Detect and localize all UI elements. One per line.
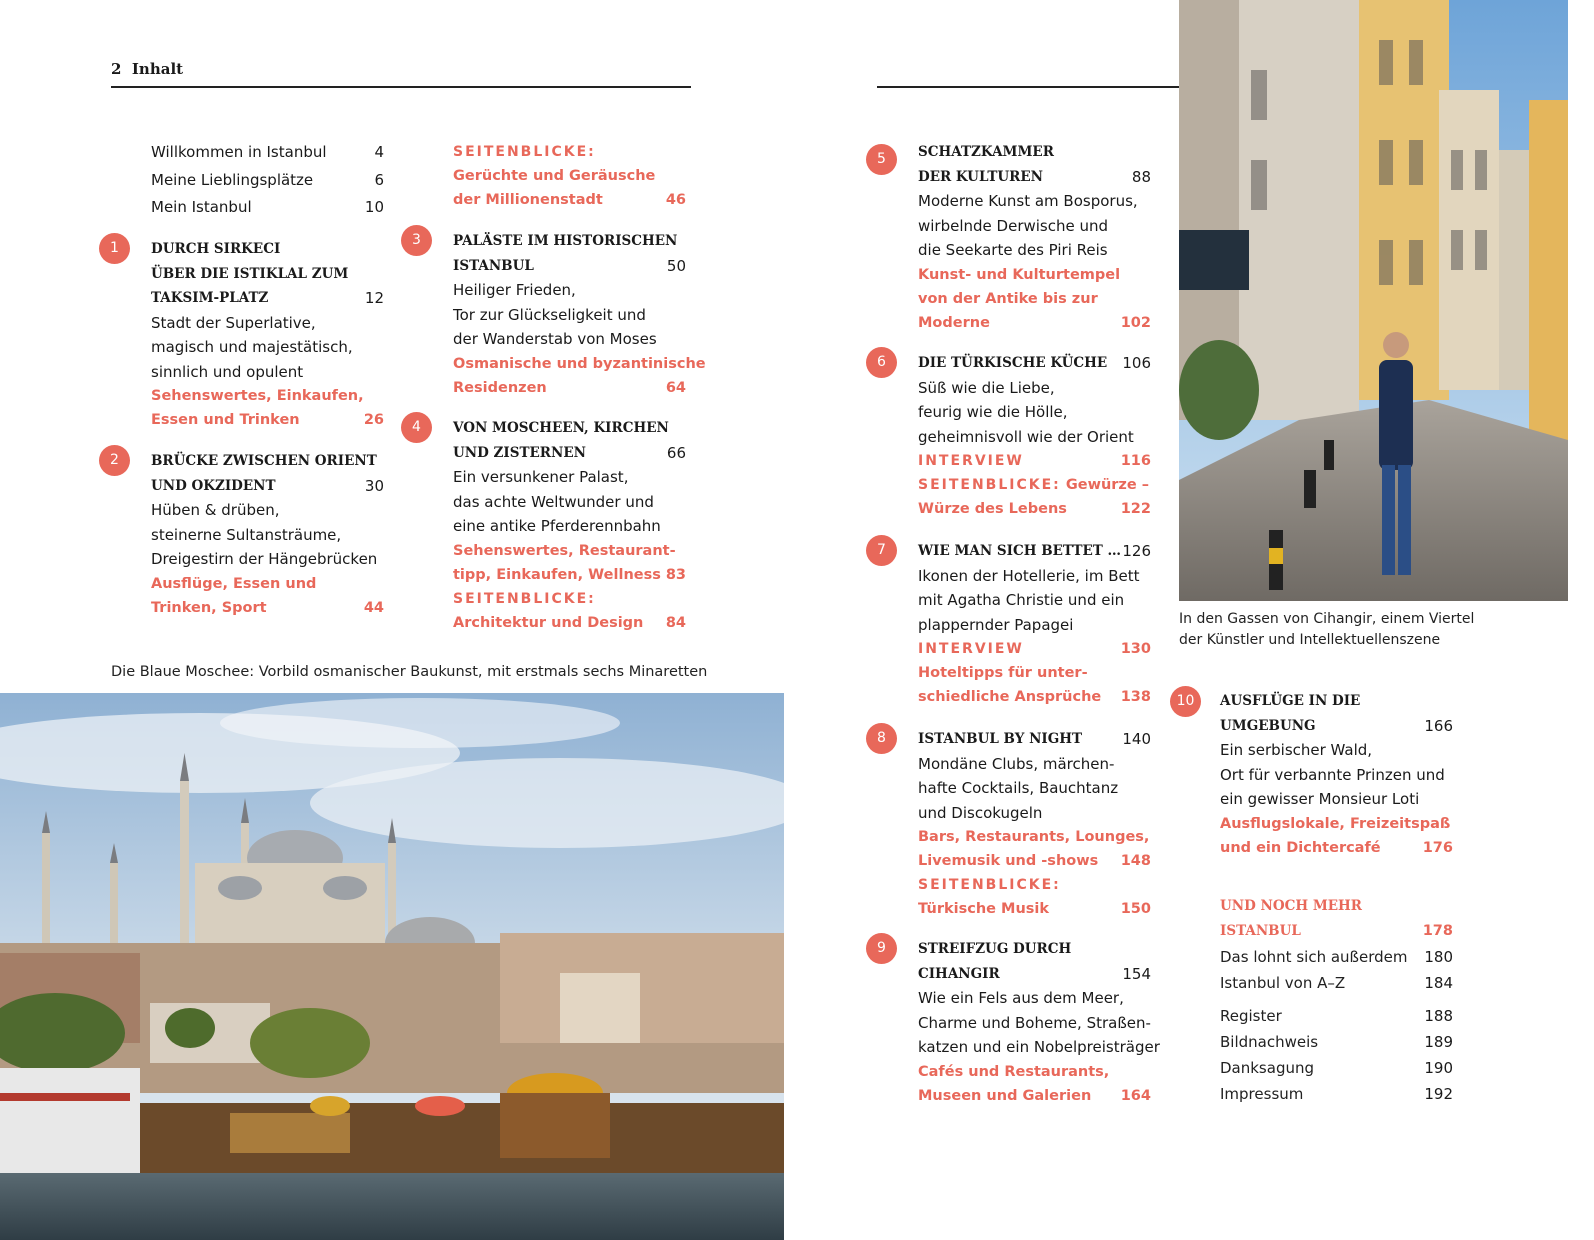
toc-entry[interactable]: Register 188 — [1220, 1007, 1453, 1025]
chapter-badge: 9 — [866, 933, 897, 964]
chapter-badge: 2 — [99, 445, 130, 476]
chapter-badge: 3 — [401, 225, 432, 256]
intro-list — [151, 140, 384, 223]
toc-chapter-7[interactable]: WIE MAN SICH BETTET … 126 Ikonen der Hotellerie, im Bett mit Agatha Christie und ein plappernder Papagei INTERVIEW 130 Hoteltipps für unter- schiedliche Ansprüche 138 — [918, 542, 1151, 705]
toc-entry[interactable]: Impressum 192 — [1220, 1085, 1453, 1103]
header-title: Inhalt — [131, 60, 184, 78]
chapter-badge: 4 — [401, 412, 432, 443]
appendix-list — [1220, 944, 1453, 1107]
photo-caption-right: In den Gassen von Cihangir, einem Viertel der Künstler und Intellektuellenszene — [1179, 611, 1475, 648]
header-rule-right — [877, 86, 1179, 88]
header-rule-left — [111, 86, 691, 88]
toc-entry[interactable]: Mein Istanbul 10 — [151, 198, 384, 216]
chapter-badge: 7 — [866, 535, 897, 566]
toc-entry[interactable]: Danksagung 190 — [1220, 1059, 1453, 1077]
toc-chapter-10[interactable]: AUSFLÜGE IN DIE UMGEBUNG 166 Ein serbischer Wald, Ort für verbannte Prinzen und ein gewisser Monsieur Loti Ausflugslokale, Freizeitspaß und ein Dichtercafé 176 — [1220, 693, 1453, 856]
toc-chapter-4[interactable]: VON MOSCHEEN, KIRCHEN UND ZISTERNEN 66 Ein versunkener Palast, das achte Weltwunder und eine antike Pferderennbahn Sehenswertes, Restaurant- tipp, Einkaufen, Wellness 83 SEITENBLICKE: Architektur und Design 84 — [453, 420, 686, 631]
toc-chapter-5[interactable]: SCHATZKAMMER DER KULTUREN 88 Moderne Kunst am Bosporus, wirbelnde Derwische und die Seekarte des Piri Reis Kunst- und Kulturtempel von der Antike bis zur Moderne 102 — [918, 144, 1151, 331]
chapter-badge: 8 — [866, 723, 897, 754]
photo-caption-left: Die Blaue Moschee: Vorbild osmanischer Baukunst, mit erstmals sechs Minaretten — [111, 664, 708, 680]
toc-entry[interactable]: Meine Lieblingsplätze 6 — [151, 170, 384, 189]
toc-entry[interactable]: Das lohnt sich außerdem 180 — [1220, 948, 1453, 966]
chapter-badge: 6 — [866, 347, 897, 378]
toc-entry[interactable]: Bildnachweis 189 — [1220, 1033, 1453, 1051]
page-number: 2 — [111, 60, 122, 78]
toc-entry[interactable]: Istanbul von A–Z 184 — [1220, 974, 1453, 992]
running-header — [111, 60, 183, 78]
cihangir-street-photo — [1179, 0, 1568, 601]
toc-seitenblicke[interactable]: SEITENBLICKE: Gerüchte und Geräusche der Millionenstadt 46 — [453, 144, 686, 208]
chapter-badge: 5 — [866, 144, 897, 175]
toc-more[interactable]: UND NOCH MEHR ISTANBUL 178 — [1220, 898, 1453, 939]
toc-chapter-9[interactable]: STREIFZUG DURCH CIHANGIR 154 Wie ein Fels aus dem Meer, Charme und Boheme, Straßen- katzen und ein Nobelpreisträger Cafés und Restaurants, Museen und Galerien 164 — [918, 941, 1160, 1104]
toc-entry[interactable]: Willkommen in Istanbul 4 — [151, 143, 384, 161]
toc-chapter-6[interactable]: DIE TÜRKISCHE KÜCHE 106 Süß wie die Liebe, feurig wie die Hölle, geheimnisvoll wie der Orient INTERVIEW 116 SEITENBLICKE: Gewürze – Würze des Lebens 122 — [918, 354, 1151, 517]
chapter-badge: 1 — [99, 233, 130, 264]
toc-chapter-2[interactable]: BRÜCKE ZWISCHEN ORIENT UND OKZIDENT 30 Hüben & drüben, steinerne Sultansträume, Dreigestirn der Hängebrücken Ausflüge, Essen und Trinken, Sport 44 — [151, 453, 384, 616]
toc-chapter-3[interactable]: PALÄSTE IM HISTORISCHEN ISTANBUL 50 Heiliger Frieden, Tor zur Glückseligkeit und der Wanderstab von Moses Osmanische und byzantinische Residenzen 64 — [453, 233, 706, 396]
blue-mosque-photo — [0, 693, 784, 1240]
toc-chapter-1[interactable]: DURCH SIRKECI ÜBER DIE ISTIKLAL ZUM TAKSIM-PLATZ 12 Stadt der Superlative, magisch und majestätisch, sinnlich und opulent Sehenswertes, Einkaufen, Essen und Trinken 26 — [151, 241, 384, 428]
toc-chapter-8[interactable]: ISTANBUL BY NIGHT 140 Mondäne Clubs, märchen- hafte Cocktails, Bauchtanz und Discokugeln Bars, Restaurants, Lounges, Livemusik und -shows 148 SEITENBLICKE: Türkische Musik 150 — [918, 730, 1151, 917]
chapter-badge: 10 — [1170, 686, 1201, 717]
